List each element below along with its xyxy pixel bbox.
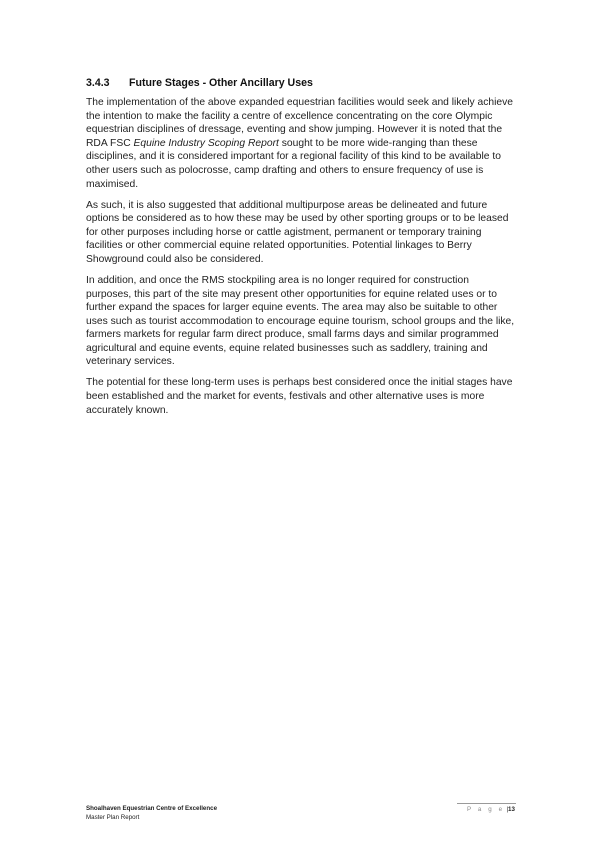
paragraph-1-text-b: sought to be more wide-ranging than these disciplines, and it is considered important for a regional facility of this kind to be available to other users such as polocrosse, camp drafting and others to ensure frequency of use is maximised.: [86, 137, 501, 190]
paragraph-1-text-a: The implementation of the above expanded equestrian facilities would seek and likely achieve the intention to make the facility a centre of excellence concentrating on the core Olympic equestrian disciplines of dressage, eventing and show jumping. However it is noted that the RDA FSC: [86, 97, 514, 149]
footer-organisation: Shoalhaven Equestrian Centre of Excellence: [86, 805, 218, 812]
paragraph-2: As such, it is also suggested that additional multipurpose areas be delineated and future options be considered as to how these may be used by other sporting groups or to be leased for other purposes including horse or cattle agistment, permanent or temporary training facilities or other commercial equine related opportunities. Potential linkages to Berry Showground could also be considered.: [86, 199, 509, 265]
footer-document-info: [86, 805, 217, 822]
footer-page-number: [457, 803, 516, 814]
body-text: [86, 96, 516, 425]
paragraph-4: The potential for these long-term uses is perhaps best considered once the initial stages have been established and the market for events, festivals and other alternative uses is more accurately known.: [86, 377, 513, 416]
page-separator: |: [506, 806, 509, 813]
section-number: 3.4.3: [86, 77, 110, 89]
report-title-italic: Equine Industry Scoping Report: [133, 137, 279, 149]
paragraph-3: In addition, and once the RMS stockpiling area is no longer required for construction purposes, this part of the site may present other opportunities for equine related uses or to further expand the spaces for larger equine events. The area may also be suitable to other uses such as tourist accommodation to encourage equine tourism, school groups and the like, farmers markets for regular farm direct produce, small farms days and similar programmed agricultural and equine events, equine related businesses such as saddlery, training and veterinary services.: [86, 274, 515, 368]
page-number: 13: [508, 806, 515, 813]
footer-document-title: Master Plan Report: [86, 813, 140, 821]
page-label: P a g e: [467, 806, 505, 813]
paragraph-1: [86, 96, 516, 191]
section-heading: [86, 77, 313, 89]
section-title: Future Stages - Other Ancillary Uses: [129, 77, 313, 89]
